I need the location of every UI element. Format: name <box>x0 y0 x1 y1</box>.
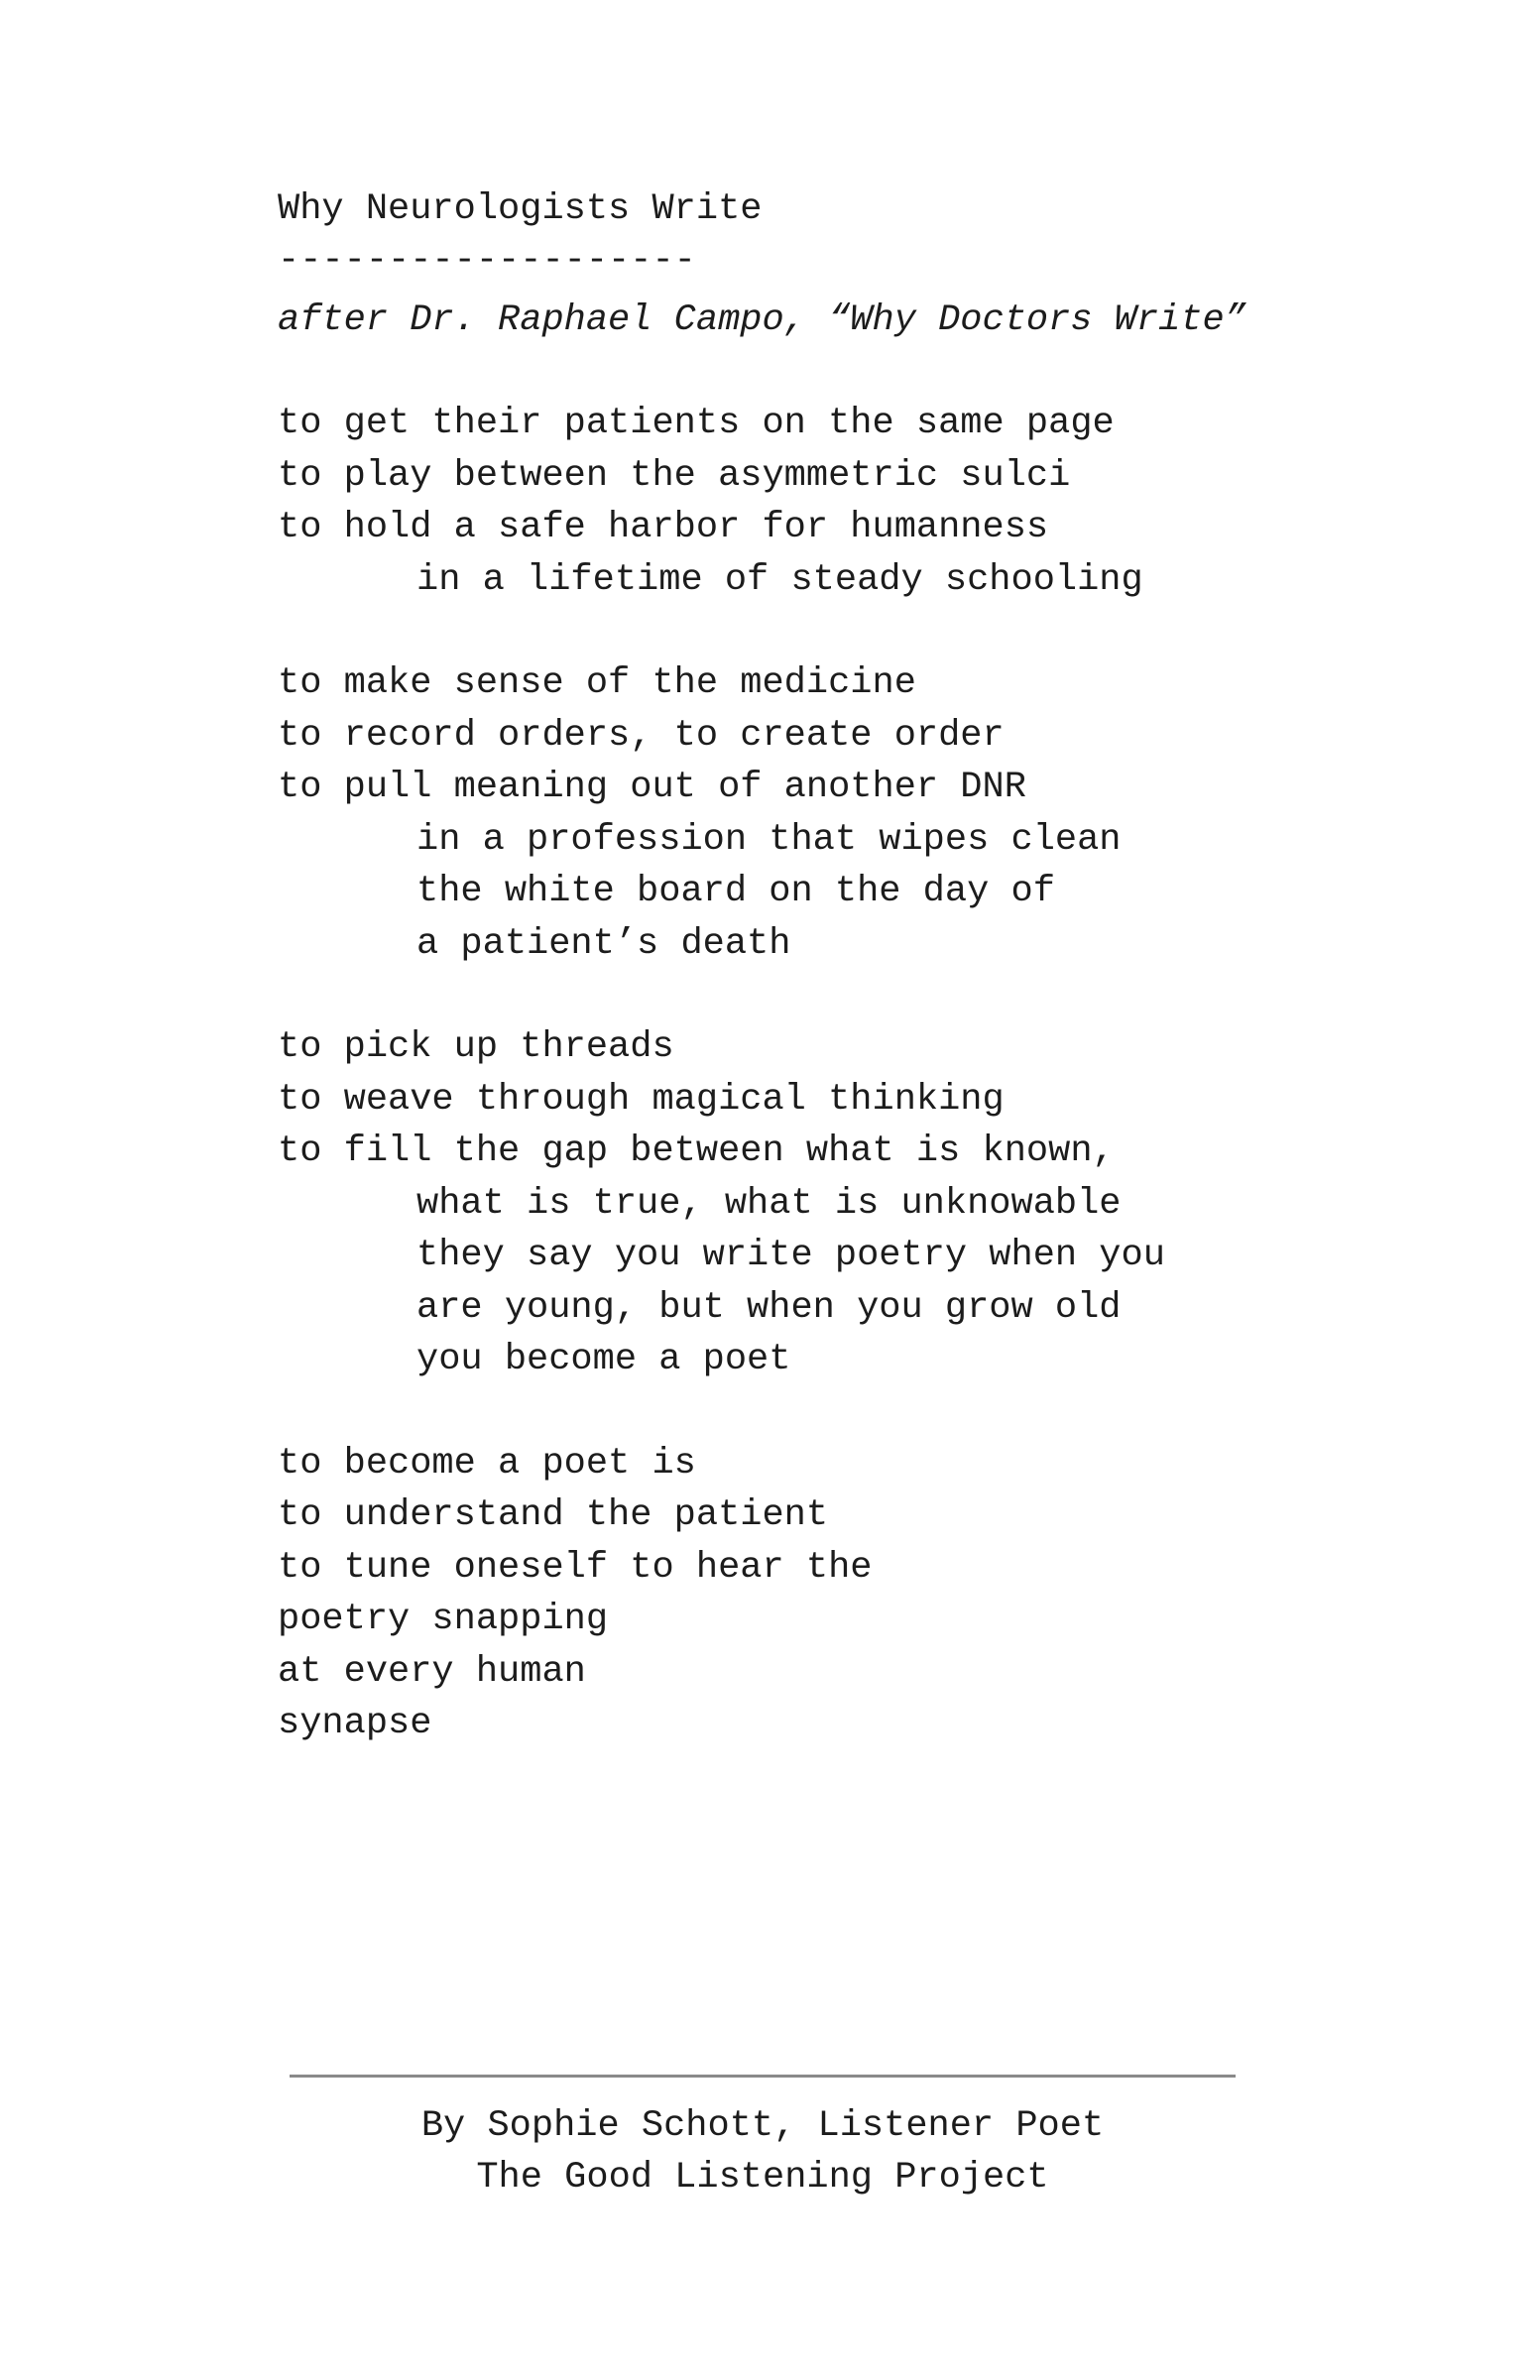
stanza <box>278 657 1368 970</box>
poem-line: to pick up threads <box>278 1026 674 1068</box>
poem-line: to make sense of the medicine <box>278 662 916 704</box>
poem-line: at every human <box>278 1650 586 1693</box>
poem-line: are young, but when you grow old <box>416 1286 1122 1329</box>
project-name: The Good Listening Project <box>476 2157 1049 2199</box>
poem-line: poetry snapping <box>278 1599 609 1640</box>
stanza <box>278 1021 1368 1386</box>
stanza <box>278 398 1368 606</box>
poem-line: to hold a safe harbor for humanness <box>278 507 1049 548</box>
poem-line: you become a poet <box>416 1339 791 1380</box>
poem-line: to get their patients on the same page <box>278 403 1115 444</box>
stanza <box>278 1438 1368 1750</box>
poem-line: to understand the patient <box>278 1494 829 1536</box>
poem-line: synapse <box>278 1703 432 1744</box>
epigraph: after Dr. Raphael Campo, “Why Doctors Write” <box>278 299 1246 341</box>
stanzas <box>278 398 1368 1750</box>
footer-divider <box>290 2075 1236 2078</box>
poem-line: they say you write poetry when you <box>416 1235 1165 1276</box>
poem-line: to play between the asymmetric sulci <box>278 454 1071 497</box>
poem-line: to record orders, to create order <box>278 714 1005 757</box>
poem-line: a patient’s death <box>416 922 791 965</box>
poem-line: what is true, what is unknowable <box>416 1182 1122 1225</box>
poem-line: to weave through magical thinking <box>278 1078 1005 1121</box>
poem-line: to tune oneself to hear the <box>278 1546 873 1589</box>
poem-title: Why Neurologists Write <box>278 188 763 230</box>
credits <box>290 2100 1236 2203</box>
poem-line: to pull meaning out of another DNR <box>278 767 1026 808</box>
poem-line: to fill the gap between what is known, <box>278 1130 1115 1172</box>
poem <box>278 183 1368 1750</box>
poem-line: the white board on the day of <box>416 871 1055 912</box>
poem-line: to become a poet is <box>278 1442 696 1485</box>
title-underline: ------------------- <box>278 240 696 282</box>
poem-line: in a lifetime of steady schooling <box>416 558 1143 601</box>
poem-line: in a profession that wipes clean <box>416 818 1122 861</box>
byline: By Sophie Schott, Listener Poet <box>420 2105 1105 2147</box>
